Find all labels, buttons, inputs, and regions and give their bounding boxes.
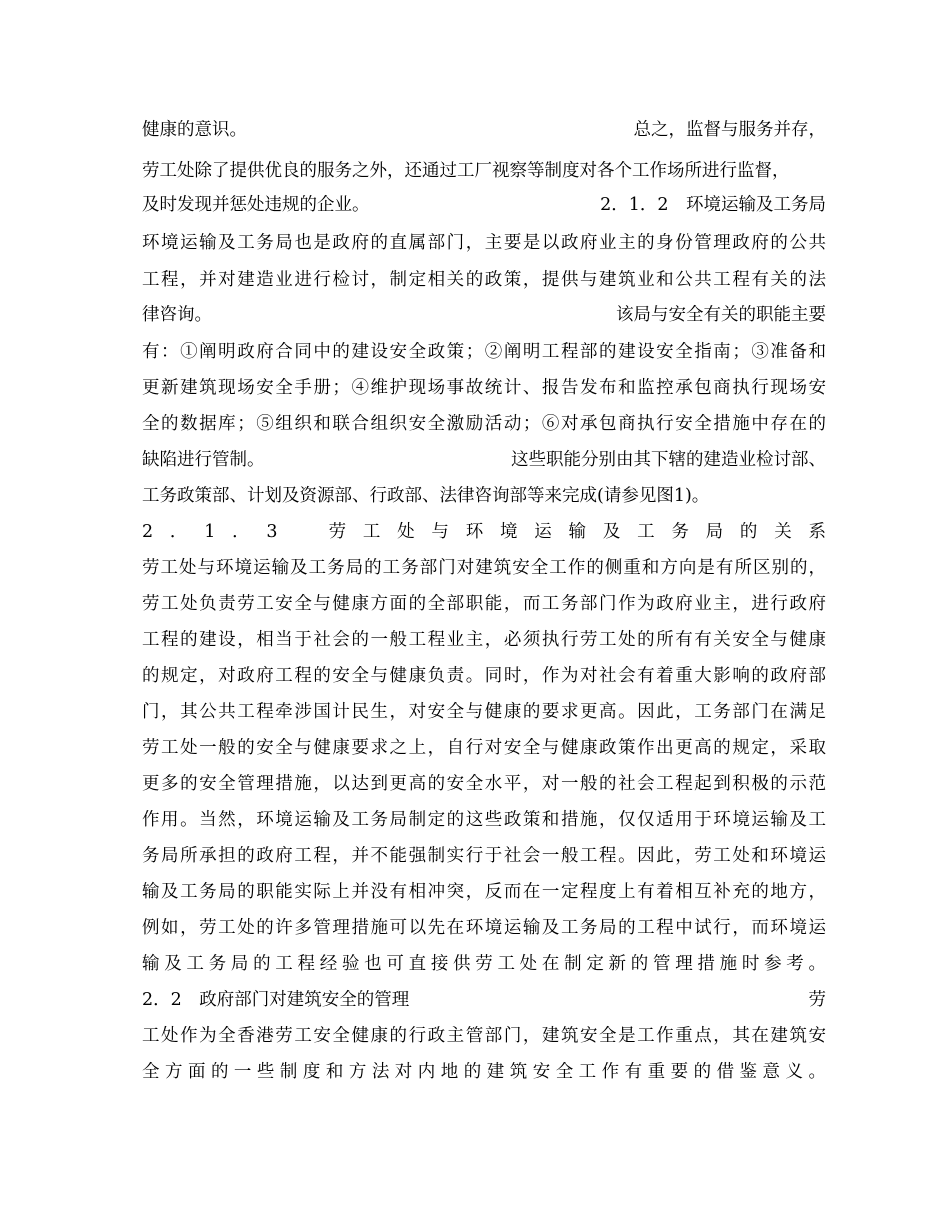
text-line: 门，其公共工程牵涉国计民生，对安全与健康的要求更高。因此，工务部门在满足 bbox=[142, 702, 826, 722]
text-line: 工处作为全香港劳工安全健康的行政主管部门，建筑安全是工作重点，其在建筑安 bbox=[142, 1026, 826, 1046]
text-line: 有：①阐明政府合同中的建设安全政策；②阐明工程部的建设安全指南；③准备和 bbox=[142, 342, 826, 362]
text-line bbox=[142, 297, 826, 333]
text-line bbox=[142, 153, 826, 189]
text-line: 劳工处一般的安全与健康要求之上，自行对安全与健康政策作出更高的规定，采取 bbox=[142, 738, 826, 758]
text-line: 输及工务局的工程经验也可直接供劳工处在制定新的管理措施时参考。 bbox=[142, 954, 826, 974]
line-left-text: 及时发现并惩处违规的企业。 bbox=[142, 195, 370, 215]
text-line: 务局所承担的政府工程，并不能强制实行于社会一般工程。因此，劳工处和环境运 bbox=[142, 846, 826, 866]
line-text: 工务政策部、计划及资源部、行政部、法律咨询部等来完成(请参见图1)。 bbox=[142, 486, 710, 506]
text-line bbox=[142, 982, 826, 1018]
line-right-text: 该局与安全有关的职能主要 bbox=[616, 305, 826, 325]
text-line: 例如，劳工处的许多管理措施可以先在环境运输及工务局的工程中试行，而环境运 bbox=[142, 918, 826, 938]
text-line: 劳工处负责劳工安全与健康方面的全部职能，而工务部门作为政府业主，进行政府 bbox=[142, 594, 826, 614]
line-left-text: 缺陷进行管制。 bbox=[142, 450, 265, 470]
line-left-text: 健康的意识。 bbox=[142, 120, 247, 140]
text-line bbox=[142, 478, 826, 514]
text-line: 工程的建设，相当于社会的一般工程业主，必须执行劳工处的所有有关安全与健康 bbox=[142, 630, 826, 650]
text-line: 的规定，对政府工程的安全与健康负责。同时，作为对社会有着重大影响的政府部 bbox=[142, 666, 826, 686]
line-right-text: 2．1．2 环境运输及工务局 bbox=[600, 195, 826, 215]
text-line: 输及工务局的职能实际上并没有相冲突，反而在一定程度上有着相互补充的地方， bbox=[142, 882, 826, 902]
line-left-text: 律咨询。 bbox=[142, 305, 212, 325]
line-text: 劳工处除了提供优良的服务之外，还通过工厂视察等制度对各个工作场所进行监督， bbox=[142, 161, 790, 181]
text-line: 全方面的一些制度和方法对内地的建筑安全工作有重要的借鉴意义。 bbox=[142, 1062, 826, 1082]
text-line bbox=[142, 442, 826, 478]
text-line: 作用。当然，环境运输及工务局制定的这些政策和措施，仅仅适用于环境运输及工 bbox=[142, 810, 826, 830]
text-line bbox=[142, 187, 826, 223]
section-heading: 2．1．3 劳工处与环境运输及工务局的关系 bbox=[142, 522, 826, 542]
text-line bbox=[142, 112, 826, 148]
text-line: 工程，并对建造业进行检讨，制定相关的政策，提供与建筑业和公共工程有关的法 bbox=[142, 270, 826, 290]
line-right-text: 这些职能分别由其下辖的建造业检讨部、 bbox=[511, 450, 826, 470]
text-line: 环境运输及工务局也是政府的直属部门，主要是以政府业主的身份管理政府的公共 bbox=[142, 233, 826, 253]
line-right-text: 总之，监督与服务并存， bbox=[633, 120, 826, 140]
text-line: 更新建筑现场安全手册；④维护现场事故统计、报告发布和监控承包商执行现场安 bbox=[142, 378, 826, 398]
text-line: 劳工处与环境运输及工务局的工务部门对建筑安全工作的侧重和方向是有所区别的， bbox=[142, 558, 826, 578]
line-right-text: 劳 bbox=[808, 990, 826, 1010]
line-left-text: 2．2 政府部门对建筑安全的管理 bbox=[142, 990, 410, 1010]
text-line: 更多的安全管理措施，以达到更高的安全水平，对一般的社会工程起到积极的示范 bbox=[142, 774, 826, 794]
text-line: 全的数据库；⑤组织和联合组织安全激励活动；⑥对承包商执行安全措施中存在的 bbox=[142, 414, 826, 434]
